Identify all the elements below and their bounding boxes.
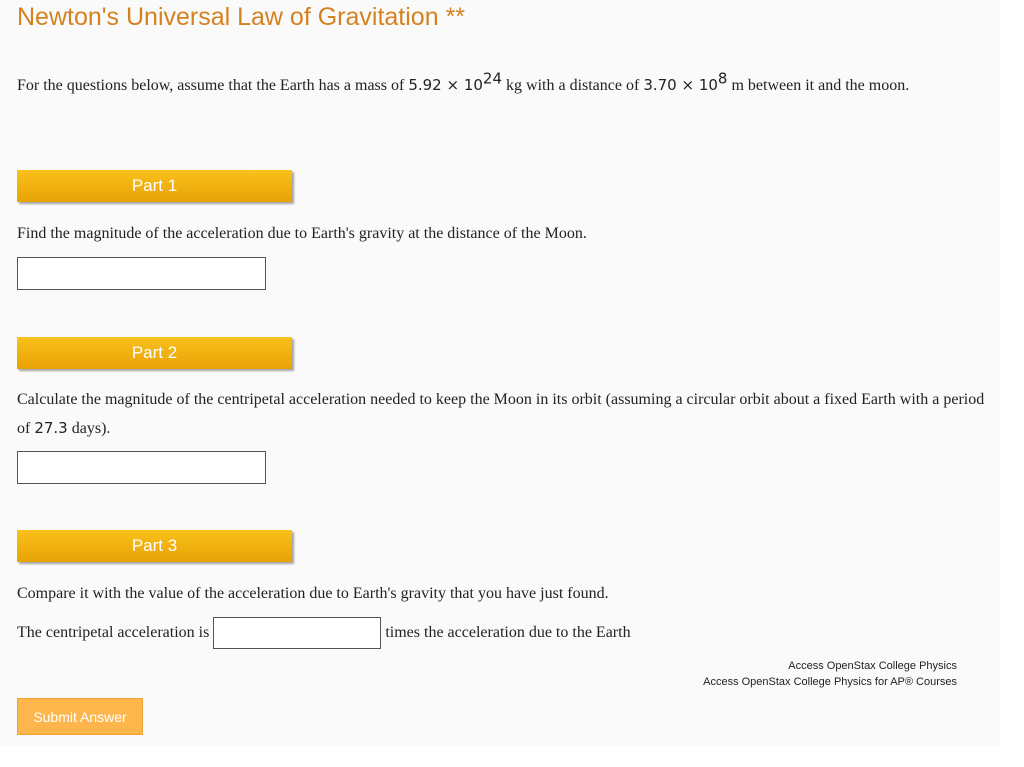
part-3-header[interactable]: Part 3 (17, 530, 292, 562)
part-3-prefix: The centripetal acceleration is (17, 624, 210, 641)
part-1-header[interactable]: Part 1 (17, 170, 292, 202)
part-2-question-text-b: days). (67, 420, 111, 437)
openstax-physics-link[interactable]: Access OpenStax College Physics (788, 660, 957, 672)
intro-text (17, 71, 977, 100)
part-1-answer-input[interactable] (17, 257, 266, 290)
submit-answer-button[interactable]: Submit Answer (17, 698, 143, 735)
part-2-question-text-a: Calculate the magnitude of the centripetal acceleration needed to keep the Moon in its orbit (assuming a circular orbit about a fixed Earth with a period of (17, 391, 985, 437)
orbit-period-value: 27.3 (34, 419, 68, 437)
intro-text-3: m between it and the moon. (727, 77, 910, 94)
distance-exponent: 8 (717, 69, 728, 88)
part-3-answer-row (17, 617, 631, 649)
part-3-suffix: times the acceleration due to the Earth (385, 624, 631, 641)
earth-mass-value: 5.92 × 10 (408, 76, 483, 94)
earth-mass-exponent: 24 (482, 69, 503, 88)
page-title: Newton's Universal Law of Gravitation ** (17, 3, 466, 31)
part-3-answer-input[interactable] (213, 617, 381, 649)
resource-links (703, 658, 957, 690)
part-2-question (17, 386, 992, 443)
distance-value: 3.70 × 10 (643, 76, 718, 94)
part-2-answer-input[interactable] (17, 451, 266, 484)
part-2-header[interactable]: Part 2 (17, 337, 292, 369)
openstax-ap-physics-link[interactable]: Access OpenStax College Physics for AP® Courses (703, 676, 957, 688)
part-3-question: Compare it with the value of the acceleration due to Earth's gravity that you have just found. (17, 585, 609, 602)
intro-text-2: kg with a distance of (502, 77, 644, 94)
intro-text-1: For the questions below, assume that the Earth has a mass of (17, 77, 409, 94)
part-1-question: Find the magnitude of the acceleration due to Earth's gravity at the distance of the Moon. (17, 225, 587, 242)
